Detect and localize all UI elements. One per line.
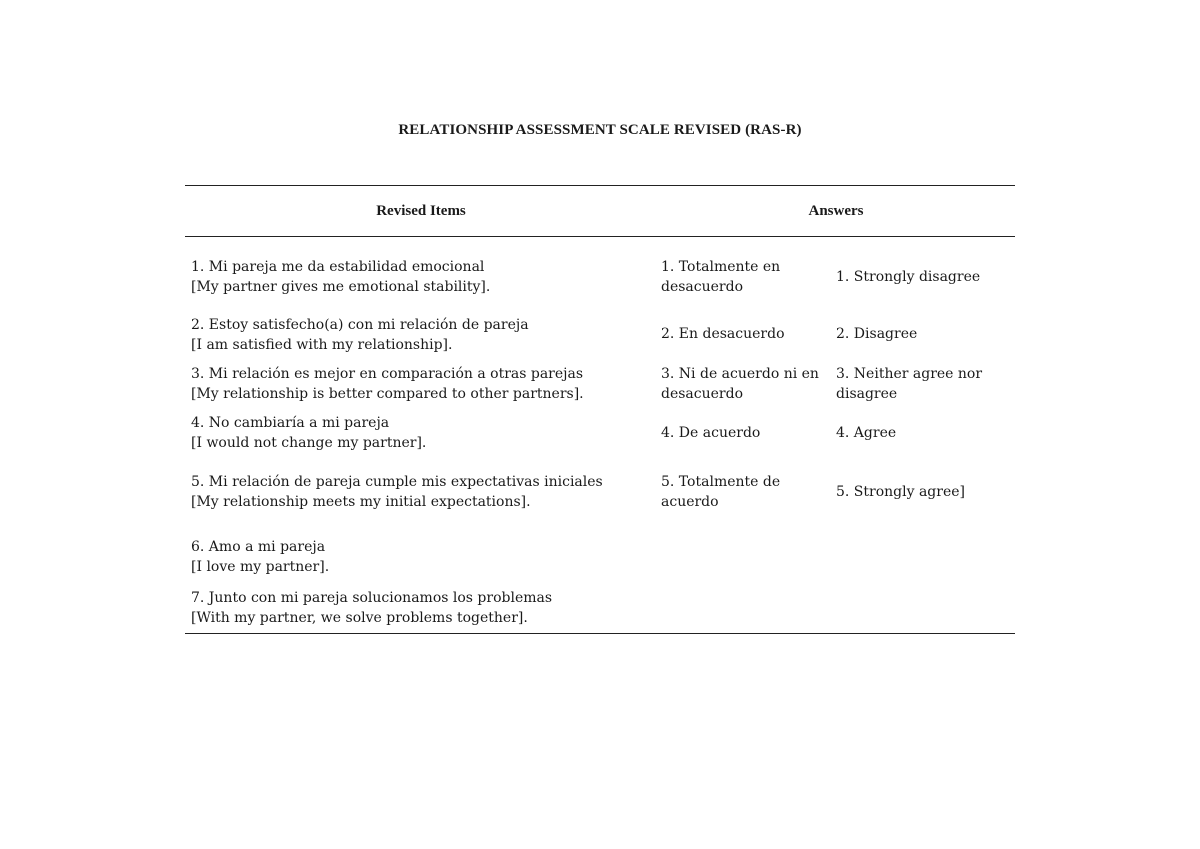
item-text-en: [I love my partner]. — [191, 559, 330, 575]
item-text-es: 5. Mi relación de pareja cumple mis expectativas iniciales — [191, 474, 603, 490]
answer-en-text: 4. Agree — [836, 425, 897, 441]
table-row — [191, 537, 651, 577]
table-bottom-rule — [185, 633, 1015, 634]
table-top-rule — [185, 185, 1015, 186]
item-text-es: 2. Estoy satisfecho(a) con mi relación de pareja — [191, 317, 529, 333]
answer-en — [836, 482, 1006, 502]
item-text-es: 3. Mi relación es mejor en comparación a otras parejas — [191, 366, 584, 382]
item-text-en: [My partner gives me emotional stability]. — [191, 279, 491, 295]
answer-es-text: 3. Ni de acuerdo ni en desacuerdo — [661, 366, 819, 402]
answer-en — [836, 364, 1006, 404]
item-text-en: [I would not change my partner]. — [191, 435, 427, 451]
item-text-es: 7. Junto con mi pareja solucionamos los problemas — [191, 590, 553, 606]
answer-es — [661, 472, 826, 512]
table-header-rule — [185, 236, 1015, 237]
answer-es — [661, 257, 826, 297]
answer-es — [661, 423, 826, 443]
answer-en-text: 2. Disagree — [836, 326, 918, 342]
item-text-en: [With my partner, we solve problems together]. — [191, 610, 528, 626]
answer-en-text: 1. Strongly disagree — [836, 269, 981, 285]
answer-en — [836, 423, 1006, 443]
answer-es-text: 5. Totalmente de acuerdo — [661, 474, 781, 510]
item-text-en: [My relationship is better compared to other partners]. — [191, 386, 584, 402]
table-row — [191, 588, 651, 628]
item-text-en: [My relationship meets my initial expectations]. — [191, 494, 531, 510]
header-answers: Answers — [808, 203, 864, 219]
answer-es-text: 4. De acuerdo — [661, 425, 761, 441]
document-title: RELATIONSHIP ASSESSMENT SCALE REVISED (RAS-R) — [398, 122, 802, 138]
answer-es — [661, 364, 826, 404]
table-row — [191, 257, 651, 297]
answer-en-text: 5. Strongly agree] — [836, 484, 965, 500]
answer-es-text: 2. En desacuerdo — [661, 326, 785, 342]
table-row — [191, 413, 651, 453]
answer-en — [836, 324, 1006, 344]
item-text-es: 6. Amo a mi pareja — [191, 539, 326, 555]
answer-es — [661, 324, 826, 344]
answer-en — [836, 267, 1006, 287]
table-row — [191, 364, 651, 404]
item-text-es: 4. No cambiaría a mi pareja — [191, 415, 390, 431]
item-text-es: 1. Mi pareja me da estabilidad emocional — [191, 259, 485, 275]
header-revised-items: Revised Items — [376, 203, 466, 219]
table-row — [191, 472, 651, 512]
answer-es-text: 1. Totalmente en desacuerdo — [661, 259, 781, 295]
answer-en-text: 3. Neither agree nor disagree — [836, 366, 983, 402]
item-text-en: [I am satisfied with my relationship]. — [191, 337, 453, 353]
table-row — [191, 315, 651, 355]
